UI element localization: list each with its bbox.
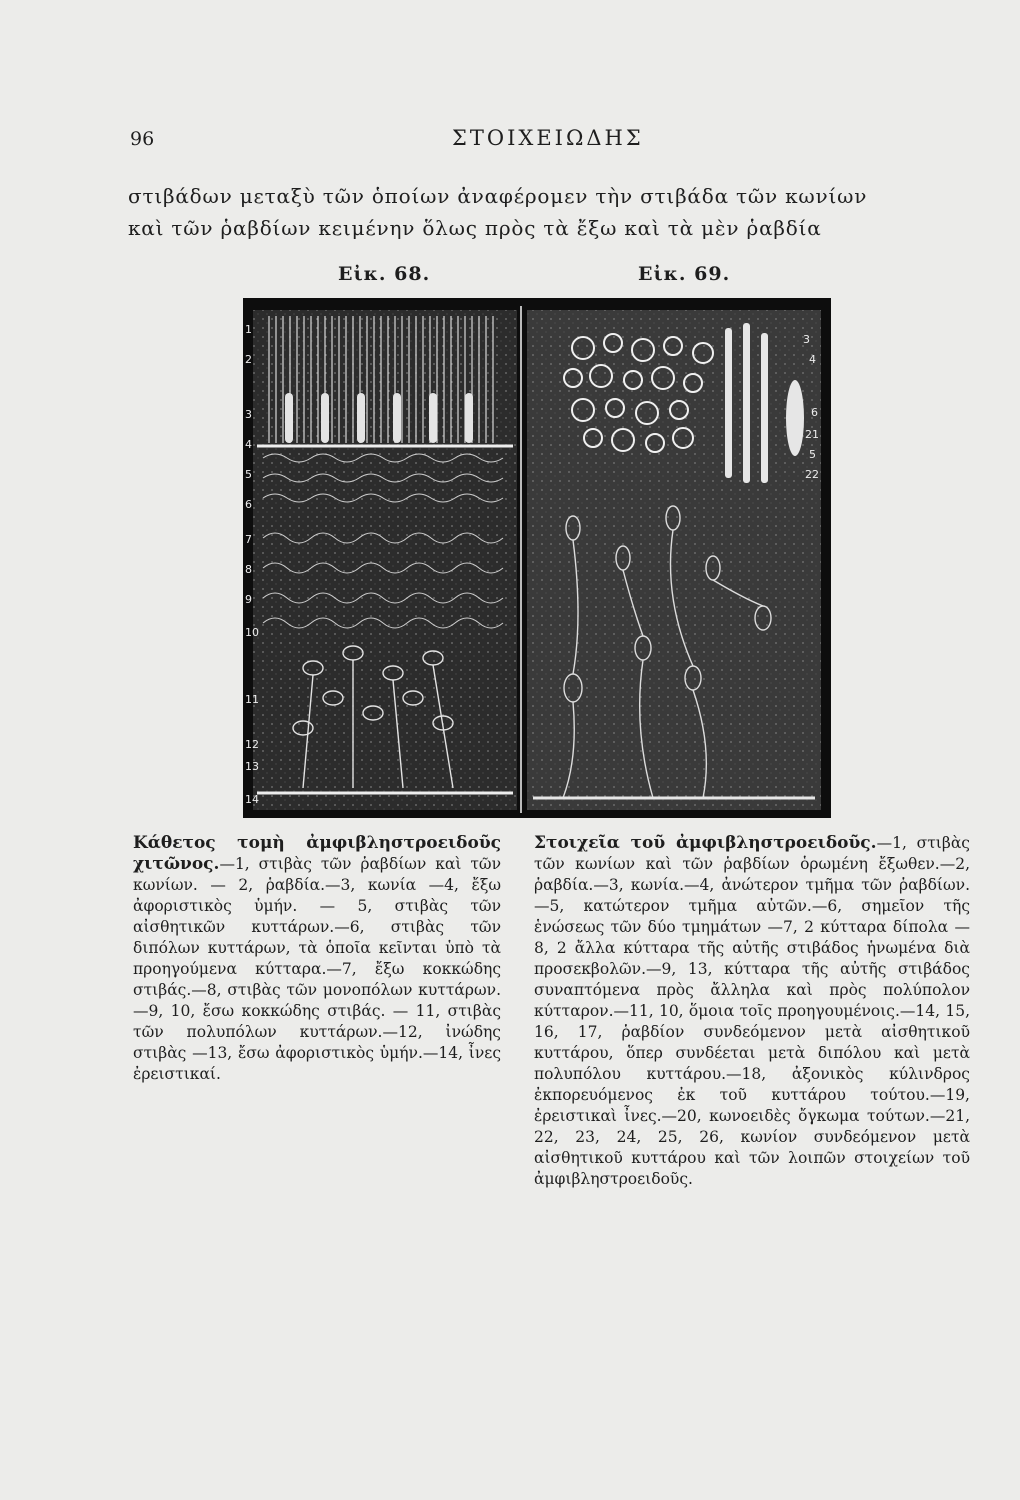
figure-68-section [245,310,517,810]
running-title: ΣΤΟΙΧΕΙΩΔΗΣ [452,126,644,150]
figure-68-caption-title: Κάθετος τομὴ ἀμφιβληστροειδοῦς χιτῶνος. [133,833,501,874]
layer-number: 3 [245,408,252,421]
page-header [130,120,990,160]
element-number: 3 [803,333,810,346]
figure-68-caption-body: —1, στιβὰς τῶν ῥαβδίων καὶ τῶν κωνίων. — 2, ῥαβδία.—3, κωνία —4, ἔξω ἀφοριστικὸς ὑμήν. — 5, στιβὰς τῶν αἰσθητικῶν κυττάρων.—6, στιβὰς τῶν διπόλων κυττάρων, τὰ ὁποῖα κεῖνται ὑπὸ τὰ προηγούμενα κύτταρα.—7, ἔξω κοκκώδης στιβάς.—8, στιβὰς τῶν μονοπόλων κυττάρων.—9, 10, ἔσω κοκκώδης στιβάς. — 11, στιβὰς τῶν πολυπόλων κυττάρων.—12, ἰνώδης στιβὰς —13, ἔσω ἀφοριστικὸς ὑμήν.—14, ἶνες ἐρειστικαί. [133,855,501,1083]
layer-number: 14 [245,793,259,806]
element-number: 21 [805,428,819,441]
figure-69-caption [534,833,970,1190]
figure-69-label: Εἰκ. 69. [638,263,731,285]
layer-number: 2 [245,353,252,366]
intro-line-1: στιβάδων μεταξὺ τῶν ὁποίων ἀναφέρομεν τὴν στιβάδα τῶν κωνίων [128,184,868,208]
figure-69-caption-body: —1, στιβὰς τῶν κωνίων καὶ τῶν ῥαβδίων ὁρωμένη ἔξωθεν.—2, ῥαβδία.—3, κωνία.—4, ἀνώτερον τμῆμα τῶν ῥαβδίων.—5, κατώτερον τμῆμα αὐτῶν.—6, σημεῖον τῆς ἑνώσεως τῶν δύο τμημάτων —7, 2 κύτταρα δίπολα — 8, 2 ἄλλα κύτταρα τῆς αὐτῆς στιβάδος ἡνωμένα διὰ προσεκβολῶν.—9, 13, κύτταρα τῆς αὐτῆς στιβάδος συναπτόμενα πρὸς ἄλληλα καὶ πρὸς πολύπολον κύτταρον.—11, 10, ὅμοια τοῖς προηγουμένοις.—14, 15, 16, 17, ῥαβδίον συνδεόμενον μετὰ αἰσθητικοῦ κυττάρου, ὅπερ συνδέεται μετὰ διπόλου καὶ μετὰ πολυπόλου κυττάρου.—18, ἀξονικὸς κύλινδρος ἐκπορευόμενος ἐκ τοῦ κυττάρου τούτου.—19, ἐρειστικαὶ ἶνες.—20, κωνοειδὲς ὄγκωμα τούτων.—21, 22, 23, 24, 25, 26, κωνίον συνδεόμενον μετὰ αἰσθητικοῦ κυττάρου καὶ τῶν λοιπῶν στοιχείων τοῦ ἀμφιβληστροειδοῦς. [534,834,970,1188]
layer-number: 6 [245,498,252,511]
element-number: 5 [809,448,816,461]
figure-68-caption [133,833,501,1085]
layer-number: 9 [245,593,252,606]
figure-69-elements [527,310,821,810]
retina-illustration-plate [243,298,831,818]
intro-text [128,180,988,244]
layer-number: 7 [245,533,252,546]
page-number: 96 [130,128,155,150]
layer-number: 4 [245,438,252,451]
layer-number: 12 [245,738,259,751]
figure-69-caption-title: Στοιχεῖα τοῦ ἀμφιβληστροειδοῦς. [534,833,877,853]
layer-number: 5 [245,468,252,481]
layer-number: 11 [245,693,259,706]
layer-number: 13 [245,760,259,773]
retina-illustration [243,298,831,818]
layer-number: 10 [245,626,259,639]
intro-line-2: καὶ τῶν ῥαβδίων κειμένην ὅλως πρὸς τὰ ἔξω καὶ τὰ μὲν ῥαβδία [128,216,822,240]
layer-number: 1 [245,323,252,336]
element-number: 22 [805,468,819,481]
layer-number: 8 [245,563,252,576]
element-number: 4 [809,353,816,366]
figure-68-label: Εἰκ. 68. [338,263,431,285]
element-number: 6 [811,406,818,419]
